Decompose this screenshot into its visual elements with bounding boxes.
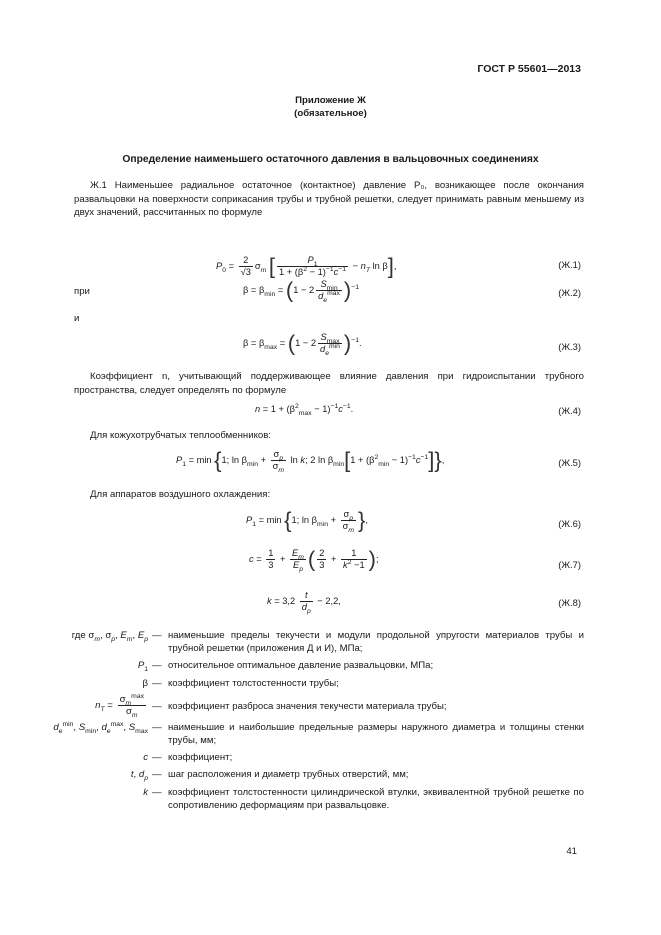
definition-text: наименьшие пределы текучести и модули продольной упругости материалов трубы и трубной решетки (приложения Д и И), МПа;	[168, 630, 584, 655]
symbol-definitions	[44, 629, 584, 816]
definition-text: шаг расположения и диаметр трубных отверстий, мм;	[168, 769, 409, 781]
standard-code: ГОСТ Р 55601—2013	[477, 63, 581, 75]
paragraph-1: Ж.1 Наименьшее радиальное остаточное (контактное) давление P₀, возникающее после окончания развальцовки на поверхности соприкасания трубы и трубной решетки, следует принимать равным меньшему из двух значений, рассчитанных по формуле	[74, 180, 584, 219]
definition-symbol: $P_1$	[137, 660, 148, 674]
formula-zh4: $n = 1 + (\beta^2_{max} - 1)^{-1}c^{-1}$.	[255, 402, 354, 417]
definition-text: коэффициент толстостенности цилиндрической втулки, эквивалентной трубной решетке по сопротивлению деформациям при развальцовке.	[168, 786, 584, 811]
definition-row: где $\sigma_m$, $\sigma_p$, $E_m$, $E_p$ — наименьшие пределы текучести и модули продольной упругости материалов трубы и трубной решетки (приложения Д и И), МПа;	[44, 629, 584, 655]
definition-symbol: k	[143, 786, 148, 798]
definition-text: коэффициент;	[168, 752, 233, 764]
definition-symbol: $n_T$ = $\frac{\sigma_m^{max}}{\sigma_m}$	[95, 692, 144, 719]
eq-number-7: (Ж.7)	[558, 559, 581, 570]
definition-row: $d_e^{min}$, $S_{min}$, $d_e^{max}$, $S_{max}$ — наименьшие и наибольшие предельные размеры наружного диаметра и толщины стенки трубы, мм;	[44, 721, 584, 747]
definition-row: t, $d_p$ — шаг расположения и диаметр трубных отверстий, мм;	[44, 768, 584, 781]
eq-number-5: (Ж.5)	[558, 457, 581, 468]
definition-row: c — коэффициент;	[44, 751, 584, 764]
definition-row: k — коэффициент толстостенности цилиндрической втулки, эквивалентной трубной решетке по сопротивлению деформациям при развальцовке.	[44, 786, 584, 812]
formula-zh7: c = $\frac{1}{3}$ + $\frac{E_m}{E_p}$ ( $\frac{2}{3}$ + $\frac{1}{k^2 -1}$ );	[249, 546, 379, 573]
definition-text: коэффициент толстостенности трубы;	[168, 677, 339, 689]
appendix-status: (обязательное)	[294, 108, 367, 119]
definition-row: $n_T$ = $\frac{\sigma_m^{max}}{\sigma_m}$ — коэффициент разброса значения текучести материала трубы;	[44, 694, 584, 717]
definition-text: наименьшие и наибольшие предельные размеры наружного диаметра и толщины стенки трубы, мм;	[168, 721, 584, 747]
definition-text: относительное оптимальное давление развальцовки, МПа;	[168, 660, 434, 672]
eq-number-4: (Ж.4)	[558, 405, 581, 416]
eq-number-6: (Ж.6)	[558, 518, 581, 529]
definition-text: коэффициент разброса значения текучести материала трубы;	[168, 700, 447, 712]
definition-row: β — коэффициент толстостенности трубы;	[44, 677, 584, 690]
eq-number-3: (Ж.3)	[558, 341, 581, 352]
definition-symbol: c	[143, 752, 148, 764]
paragraph-4: Для аппаратов воздушного охлаждения:	[90, 489, 271, 500]
formula-zh6: $P_1 = \min \{1$; $\ln \beta_{min}$ + $\frac{\sigma_p}{\sigma_m}$ },	[246, 507, 368, 534]
formula-zh3: $\beta = \beta_{max} = (1 - 2$ $\frac{S_{max}}{d_e^{min}}$ )$^{-1}$.	[243, 330, 362, 357]
formula-zh5: $P_1 = \min \{1$; $\ln \beta_{min}$ + $\frac{\sigma_p}{\sigma_m}$ ln k; 2 $\ln \beta_{min}[1 + (\beta^2_{min} - 1)^{-1}c^{-1}]$},	[176, 447, 445, 474]
paragraph-2: Коэффициент n, учитывающий поддерживающее влияние давления при гидроиспытании трубного пространства, следует определять по формуле	[74, 371, 584, 396]
word-and: и	[74, 313, 80, 324]
word-when: при	[74, 286, 90, 297]
definition-symbol: t, $d_p$	[130, 769, 148, 783]
eq-number-8: (Ж.8)	[558, 597, 581, 608]
eq-number-1: (Ж.1)	[558, 259, 581, 270]
formula-zh8: k = 3,2 $\frac{t}{d_p}$ − 2,2,	[267, 590, 341, 615]
eq-number-2: (Ж.2)	[558, 287, 581, 298]
page-number: 41	[566, 846, 577, 857]
definition-symbol: β	[142, 677, 148, 689]
definition-symbol: где $\sigma_m$, $\sigma_p$, $E_m$, $E_p$	[71, 630, 148, 643]
formula-zh2: $\beta = \beta_{min} = (1 - 2$ $\frac{S_{min}}{d_e^{max}}$ )$^{-1}$	[243, 277, 359, 304]
paragraph-3: Для кожухотрубчатых теплообменников:	[90, 430, 271, 441]
formula-zh1: $P_0$ = $\frac{2}{√3}$ $\sigma_m$ [ $\frac{P_1}{1 + (\beta^2 - 1)^{-1}c^{-1}}$ − $n_T$ ln β],	[216, 253, 397, 279]
definition-row: $P_1$ — относительное оптимальное давление развальцовки, МПа;	[44, 659, 584, 672]
appendix-title: Приложение Ж	[295, 95, 366, 106]
section-title: Определение наименьшего остаточного давления в вальцовочных соединениях	[122, 154, 539, 165]
definition-symbol: $d_e^{min}$, $S_{min}$, $d_e^{max}$, $S_{max}$	[53, 720, 148, 735]
appendix-heading	[0, 94, 661, 120]
